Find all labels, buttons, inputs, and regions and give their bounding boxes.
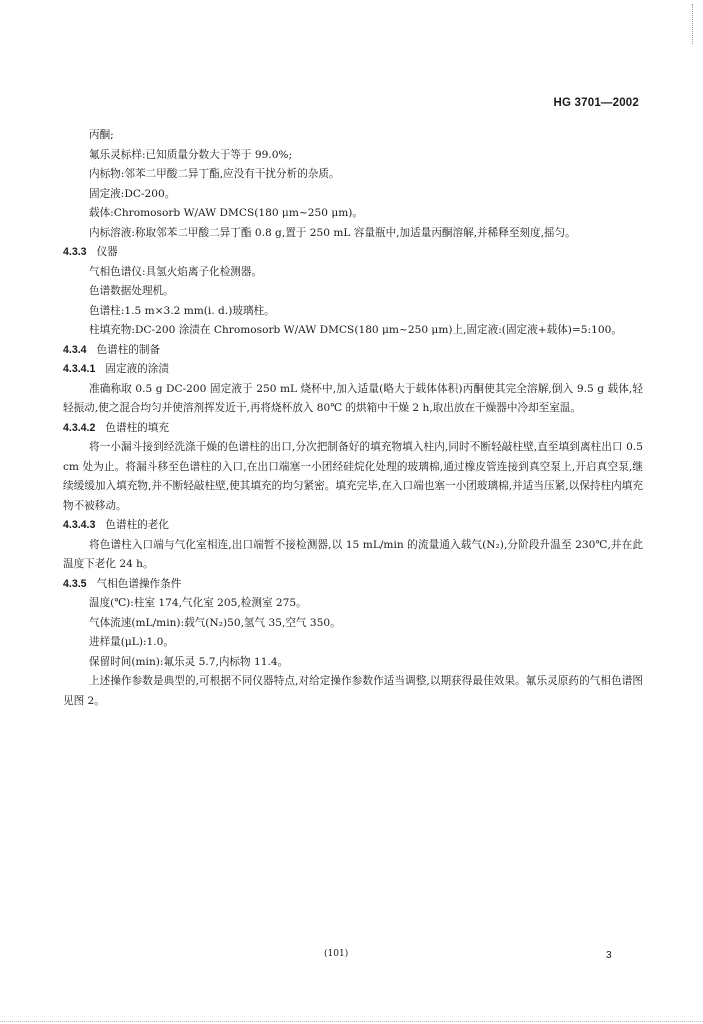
instrument-line: 色谱柱:1.5 m×3.2 mm(i. d.)玻璃柱。 <box>89 304 275 317</box>
reagent-line: 丙酮; <box>89 129 114 141</box>
reagent-line: 固定液:DC-200。 <box>89 187 176 200</box>
reagent-line: 内标物:邻苯二甲酸二异丁酯,应没有干扰分析的杂质。 <box>89 168 340 180</box>
closing-paragraph: 上述操作参数是典型的,可根据不同仪器特点,对给定操作参数作适当调整,以期获得最佳效果。氟乐灵原药的气相色谱图见图 2。 <box>63 675 643 707</box>
footer-sequence: (101) <box>324 949 349 959</box>
operating-condition: 温度(℃):柱室 174,气化室 205,检测室 275。 <box>89 597 307 609</box>
section-4-3-4-2-heading <box>63 419 643 439</box>
scan-edge-marks <box>692 4 697 44</box>
document-body <box>63 126 643 711</box>
section-4-3-5-heading <box>63 575 643 595</box>
standard-code: HG 3701—2002 <box>553 97 639 109</box>
operating-condition: 进样量(μL):1.0。 <box>89 636 174 648</box>
section-number: 4.3.3 <box>63 246 87 258</box>
column-packing: 柱填充物:DC-200 涂渍在 Chromosorb W/AW DMCS(180 μm~250 μm)上,固定液:(固定液+载体)=5:100。 <box>89 324 622 336</box>
section-title: 色谱柱的老化 <box>105 519 169 531</box>
section-title: 气相色谱操作条件 <box>96 577 182 590</box>
section-4-3-4-1-text: 准确称取 0.5 g DC-200 固定液于 250 mL 烧杯中,加入适量(略大于载体体积)丙酮使其完全溶解,倒入 9.5 g 载体,轻轻振动,使之混合均匀并使溶剂挥发近干,再将烧杯放入 80℃ 的烘箱中干燥 2 h,取出放在干燥器中冷却至室温。 <box>63 382 643 414</box>
section-4-3-4-1-heading <box>63 360 643 380</box>
section-number: 4.3.4 <box>63 343 87 356</box>
section-title: 仪器 <box>96 246 118 258</box>
section-title: 色谱柱的填充 <box>105 421 169 434</box>
section-4-3-4-3-heading <box>63 516 643 536</box>
section-number: 4.3.4.1 <box>63 363 96 375</box>
operating-condition: 气体流速(mL/min):载气(N₂)50,氢气 35,空气 350。 <box>89 616 341 629</box>
operating-condition: 保留时间(min):氟乐灵 5.7,内标物 11.4。 <box>89 655 289 668</box>
section-4-3-3-heading <box>63 243 643 263</box>
section-number: 4.3.4.3 <box>63 519 96 531</box>
section-number: 4.3.4.2 <box>63 421 96 434</box>
section-4-3-4-3-text: 将色谱柱入口端与气化室相连,出口端暂不接检测器,以 15 mL/min 的流量通入载气(N₂),分阶段升温至 230℃,并在此温度下老化 24 h。 <box>63 538 643 570</box>
reagent-line: 氟乐灵标样:已知质量分数大于等于 99.0%; <box>89 148 293 161</box>
section-4-3-4-heading <box>63 341 643 361</box>
instrument-line: 气相色谱仪:具氢火焰离子化检测器。 <box>89 265 263 278</box>
instrument-line: 色谱数据处理机。 <box>89 285 174 297</box>
scan-bottom-edge <box>0 1020 703 1022</box>
section-title: 固定液的涂渍 <box>105 363 169 375</box>
section-number: 4.3.5 <box>63 577 87 590</box>
section-title: 色谱柱的制备 <box>96 343 161 356</box>
reagent-line: 载体:Chromosorb W/AW DMCS(180 μm~250 μm)。 <box>89 207 363 219</box>
section-4-3-4-2-text: 将一小漏斗接到经洗涤干燥的色谱柱的出口,分次把制备好的填充物填入柱内,同时不断轻敲柱壁,直至填到离柱出口 0.5 cm 处为止。将漏斗移至色谱柱的入口,在出口端塞一小团经硅烷化处理的玻璃棉,通过橡皮管连接到真空泵上,开启真空泵,继续缓缓加入填充物,并不断轻敲柱壁,使其填充的均匀紧密。填充完毕,在入口端也塞一小团玻璃棉,并适当压紧,以保持柱内填充物不被移动。 <box>63 441 643 512</box>
page-number: 3 <box>606 950 612 961</box>
internal-standard-solution: 内标溶液:称取邻苯二甲酸二异丁酯 0.8 g,置于 250 mL 容量瓶中,加适量丙酮溶解,并稀释至刻度,摇匀。 <box>89 226 576 239</box>
